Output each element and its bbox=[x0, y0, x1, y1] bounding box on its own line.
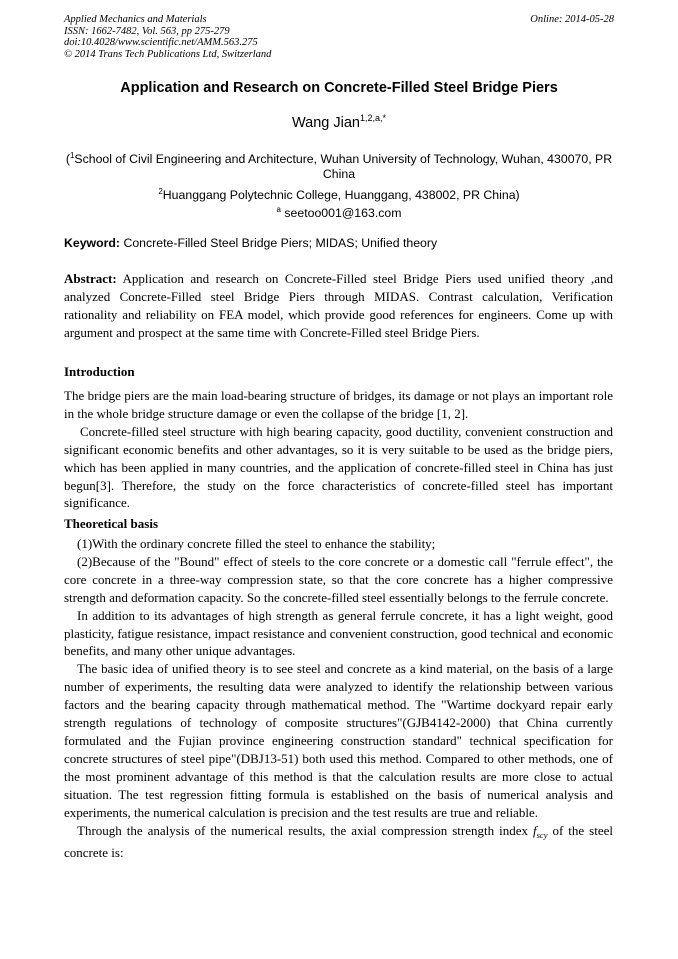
author-name: Wang Jian bbox=[292, 115, 360, 131]
affiliation-1-text: School of Civil Engineering and Architecture, Wuhan University of Technology, Wuhan, 430070, PR China bbox=[74, 152, 613, 181]
journal-meta bbox=[64, 14, 271, 60]
fscy-subscript: scy bbox=[536, 829, 548, 840]
abstract-text: Application and research on Concrete-Filled steel Bridge Piers used unified theory ,and analyzed Concrete-Filled steel Bridge Piers through MIDAS. Contrast calculation, Verification rationality and reliability on FEA model, which provide good references for engineers. Come up with argument and prospect at the same time with Concrete-Filled steel Bridge Piers. bbox=[64, 271, 613, 340]
affiliation-1 bbox=[64, 148, 614, 182]
theoretical-paragraph-1: (1)With the ordinary concrete filled the steel to enhance the stability; bbox=[77, 536, 436, 551]
journal-name: Applied Mechanics and Materials bbox=[64, 14, 207, 25]
keyword-label: Keyword: bbox=[64, 236, 121, 250]
introduction-body bbox=[64, 387, 613, 512]
affiliation-2 bbox=[64, 184, 614, 203]
abstract-paragraph bbox=[64, 270, 613, 342]
theoretical-basis-body bbox=[64, 535, 613, 862]
theoretical-paragraph-3: In addition to its advantages of high strength as general ferrule concrete, it has a light weight, good plasticity, fatigue resistance, impact resistance and convenient construction, good technical and economic benefits, and many other unique advantages. bbox=[64, 607, 613, 659]
introduction-paragraph-2: Concrete-filled steel structure with high bearing capacity, good ductility, convenient construction and significant economic benefits and other advantages, so it is very suitable to be used as the bridge piers, which has been applied in many countries, and the application of concrete-filled steel in China has just begun[3]. Therefore, the study on the force characteristics of concrete-filled steel has important significance. bbox=[64, 423, 613, 511]
copyright-line: © 2014 Trans Tech Publications Ltd, Switzerland bbox=[64, 48, 272, 60]
introduction-heading: Introduction bbox=[64, 364, 135, 379]
theoretical-paragraph-5 bbox=[64, 822, 613, 863]
email-marker: a bbox=[276, 205, 281, 214]
theoretical-basis-heading: Theoretical basis bbox=[64, 516, 159, 531]
affiliation-1-marker: 1 bbox=[69, 151, 75, 160]
paper-title: Application and Research on Concrete-Filled Steel Bridge Piers bbox=[120, 80, 558, 96]
abstract-label: Abstract: bbox=[64, 271, 117, 286]
keywords bbox=[64, 236, 614, 250]
keyword-text: Concrete-Filled Steel Bridge Piers; MIDAS; Unified theory bbox=[120, 236, 438, 250]
abstract bbox=[64, 270, 613, 342]
affiliation-open-paren: ( bbox=[65, 152, 70, 166]
theoretical-paragraph-4: The basic idea of unified theory is to see steel and concrete as a kind material, on the basis of a large number of experiments, the resulting data were analyzed to identify the relationship between various factors and the bearing capacity through mathematical method. The "Wartime dockyard repair early strength regulations of technology of composite structures"(GJB4142-2000) that China currently formulated and the Fujian province engineering construction standard" technical specification for concrete structures of steel pipe"(DBJ13-51) both used this method. Compared to other methods, one of the most prominent advantage of this method is that the calculation results are more close to actual situation. The test regression fitting formula is established on the basis of numerical analysis and experiments, the numerical calculation is precision and the test results are true and reliable. bbox=[64, 661, 613, 820]
affiliation-2-text: Huanggang Polytechnic College, Huanggang, 438002, PR China) bbox=[162, 188, 520, 202]
fscy-symbol bbox=[533, 823, 547, 838]
introduction-paragraph-1: The bridge piers are the main load-bearing structure of bridges, its damage or not plays an important role in the whole bridge structure damage or even the collapse of the bridge [1, 2]. bbox=[64, 388, 613, 421]
theoretical-paragraph-2: (2)Because of the "Bound" effect of steels to the core concrete or a domestic call "ferrule effect", the core concrete in a three-way compression state, so that the core concrete has a higher compressive strength and deformation capacity. So the concrete-filled steel essentially belongs to the ferrule concrete. bbox=[64, 553, 613, 605]
paragraph-5-tail: of the steel concrete is: bbox=[64, 822, 613, 861]
email-address: seetoo001@163.com bbox=[280, 206, 402, 220]
email-line bbox=[64, 202, 614, 221]
paragraph-5-lead: Through the analysis of the numerical results, the axial compression strength index bbox=[77, 822, 533, 838]
author-superscript: 1,2,a,* bbox=[359, 113, 386, 123]
issn-line: ISSN: 1662-7482, Vol. 563, pp 275-279 bbox=[64, 25, 230, 37]
doi-line: doi:10.4028/www.scientific.net/AMM.563.275 bbox=[64, 37, 258, 48]
fscy-variable: f bbox=[532, 822, 537, 838]
author-line bbox=[0, 113, 678, 131]
online-date: Online: 2014-05-28 bbox=[530, 14, 614, 25]
affiliation-2-marker: 2 bbox=[158, 187, 163, 196]
